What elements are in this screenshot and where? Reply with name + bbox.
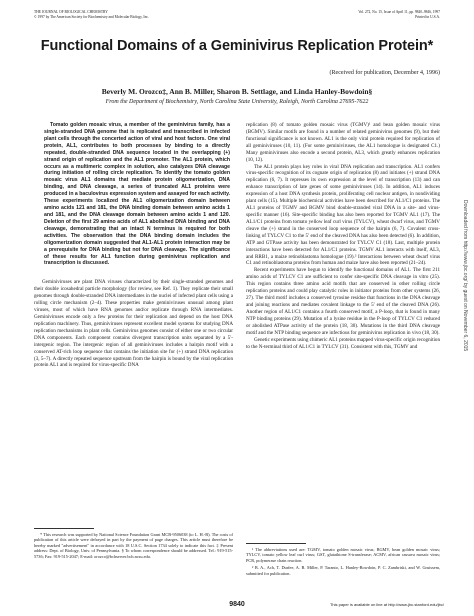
body-paragraph-1: replication (8) of tomato golden mosaic virus (TGMV)¹ and bean golden mosaic virus (BGMV). Similar motifs are found in a number of related geminivirus genomes (9), but their functional significance is not known. AL1 is the only viral protein required for replication of all geminiviruses (10, 11). (For some geminiviruses, the AL1 homologue is designated C1.) Many geminiviruses also encode a second protein, AL3, which greatly enhances replication (10, 12). <box>246 122 440 163</box>
footnote-rule <box>246 543 306 544</box>
online-availability-note: This paper is available on line at http://www-jbc.stanford.edu/jbc/ <box>329 602 444 607</box>
body-paragraph-2: The AL1 protein plays key roles in viral DNA replication and transcription. AL1 confers virus-specific recognition of its cognate origin of replication (8) and initiates (+) strand DNA replication (6, 7). It represses its own expression at the level of transcription (13) and can enhance transcription of late genes of some geminiviruses (14). In addition, AL1 induces expression of a host DNA synthesis protein, proliferating cell nuclear antigen, in nondividing plant cells (15). Multiple biochemical activities have been described for AL1/C1 proteins. The AL1 proteins of TGMV and BGMV bind double-stranded viral DNA in a site- and virus-specific manner (16). Site-specific binding has also been reported for TGMV AL1 (17). The AL1/C1 proteins from tomato yellow leaf curl virus (TYLCV), wheat dwarf virus, and TGMV cleave the (+) strand in the conserved loop sequence of the hairpin (6, 7). Covalent cross-linking of TYLCV C1 to the 5′ end of the cleaved DNA has also been detected (6). In addition, ATP and GTPase activity has been demonstrated for TYLCV C1 (18). Last, multiple protein interactions have been detected for AL1/C1 proteins. TGMV AL1 interacts with itself, AL3, and RRB1, a maize retinoblastoma homologue (19).² Interactions between wheat dwarf virus C1 and retinoblastoma proteins from human and maize have also been reported (21–24). <box>246 163 440 267</box>
abbreviations-footnote: ¹ The abbreviations used are: TGMV, tomato golden mosaic virus; BGMV, bean golden mosaic virus; TYLCV, tomato yellow leaf curl virus; GST, glutathione S-transferase; ACMV, african cassava mosaic virus; PCR, polymerase chain reaction. <box>246 547 440 563</box>
funding-footnote: * This research was supported by National Science Foundation Grant MCB-9506038 (to L. H.-B). The costs of publication of this article were defrayed in part by the payment of page charges. This article must therefore be hereby marked "advertisement" in accordance with 18 U.S.C. Section 1734 solely to indicate this fact. ‡ Present address: Dept. of Biology, Univ. of Pennsylvania. § To whom correspondence should be addressed. Tel.: 919-515-5736; Fax: 919-515-2047; E-mail: orozco@bchserver.bch.ncsu.edu. <box>34 532 233 559</box>
submission-footnote: ² B. A., Ach, T. Durfee, A. B. Miller, P. Taranto, L. Hanley-Bowdoin, P. C. Zambriski, and W. Gruissem, submitted for publication. <box>246 565 440 576</box>
footnote-rule <box>34 528 94 529</box>
copyright-line: © 1997 by The American Society for Biochemistry and Molecular Biology, Inc. <box>34 14 149 19</box>
left-column <box>34 122 233 369</box>
journal-name: THE JOURNAL OF BIOLOGICAL CHEMISTRY <box>34 10 108 14</box>
received-date: (Received for publication, December 4, 1996) <box>329 70 440 76</box>
body-paragraph-3: Recent experiments have begun to identify the functional domains of AL1. The first 211 amino acids of TYLCV C1 are sufficient to confer site-specific DNA cleavage in vitro (25). This region contains three amino acid motifs that are conserved in other rolling circle replication proteins and could play catalytic roles in initiator proteins from other systems (26, 27). The third motif includes a conserved tyrosine residue that functions in the DNA cleavage and joining reactions and mediates covalent linkage to the 5′ end of the cleaved DNA (26). Another region of AL1/C1 contains a fourth conserved motif, a P-loop, that is found in many NTP binding proteins (29). Mutation of a lysine residue in the P-loop of TYLCV C1 reduced or abolished ATPase activity of the protein (18, 30). Mutations in the third DNA cleavage motif and the NTP binding sequence are infectious for geminivirus replication in vivo (18, 30). <box>246 267 440 336</box>
printed-in: Printed in U.S.A. <box>415 14 440 19</box>
volume-issue: Vol. 272, No. 15, Issue of April 11, pp. 9840–9846, 1997 <box>358 10 440 14</box>
affiliation: From the Department of Biochemistry, North Carolina State University, Raleigh, North Carolina 27695-7622 <box>105 99 369 105</box>
abstract: Tomato golden mosaic virus, a member of the geminivirus family, has a single-stranded DNA genome that is replicated and transcribed in infected plant cells through the concerted action of viral and host factors. One viral protein, AL1, contributes to both processes by binding to a directly repeated, double-stranded DNA sequence located in the overlapping (+) strand origin of replication and the AL1 promoter. The AL1 protein, which occurs as a multimeric complex in solution, also catalyzes DNA cleavage during initiation of rolling circle replication. To identify the tomato golden mosaic virus AL1 domains that mediate protein oligomerization, DNA binding, and DNA cleavage, a series of truncated AL1 proteins were produced in a baculovirus expression system and assayed for each activity. These experiments localized the AL1 oligomerization domain between amino acids 121 and 181, the DNA binding domain between amino acids 1 and 181, and the DNA cleavage domain between amino acids 1 and 120. Deletion of the first 29 amino acids of AL1 abolished DNA binding and DNA cleavage, demonstrating that an intact N terminus is required for both activities. The observation that the DNA binding domain includes the oligomerization domain suggested that AL1-AL1 protein interaction may be a prerequisite for DNA binding but not for DNA cleavage. The significance of these results for AL1 function during geminivirus replication and transcription is discussed. <box>44 122 230 267</box>
introduction-paragraph: Geminiviruses are plant DNA viruses characterized by their single-stranded genomes and their double icosahedral particle morphology (for review, see Ref. 1). They replicate their small genomes through double-stranded DNA intermediates in the nuclei of infected plant cells using a rolling circle mechanism (2–4). These properties make geminiviruses unusual among plant viruses, most of which have RNA genomes and/or replicate through RNA intermediates. Geminiviruses encode only a few proteins for their replication and depend on the host DNA replication machinery. Thus, geminiviruses represent excellent model systems for studying DNA replication mechanisms in plant cells. Geminivirus genomes consist of either one or two circular DNA components. Each component contains divergent transcription units separated by a 5′-intergenic region. The intergenic region of all geminiviruses includes a hairpin motif with a conserved AT-rich loop sequence that contains the initiation site for (+) strand DNA replication (3, 5–7). A directly repeated sequence upstream from the hairpin is bound by the viral replication protein AL1 and is required for virus-specific DNA <box>34 279 233 369</box>
download-watermark <box>460 200 468 440</box>
article-title: Functional Domains of a Geminivirus Replication Protein* <box>40 38 434 54</box>
download-watermark-text: Downloaded from http://www.jbc.org/ by guest on November 6, 2015 <box>462 200 468 352</box>
author-list: Beverly M. Orozco‡, Ann B. Miller, Sharon B. Settlage, and Linda Hanley-Bowdoin§ <box>101 87 373 96</box>
body-paragraph-4: Genetic experiments using chimeric AL1 proteins mapped virus-specific origin recognition to the N-terminal third of AL1/C1 in TYLCV (31). Consistent with this, TGMV and <box>246 336 440 350</box>
footnotes-right <box>246 543 440 578</box>
page-number: 9840 <box>229 601 245 608</box>
right-column <box>246 122 440 350</box>
footnotes-left <box>34 528 233 561</box>
